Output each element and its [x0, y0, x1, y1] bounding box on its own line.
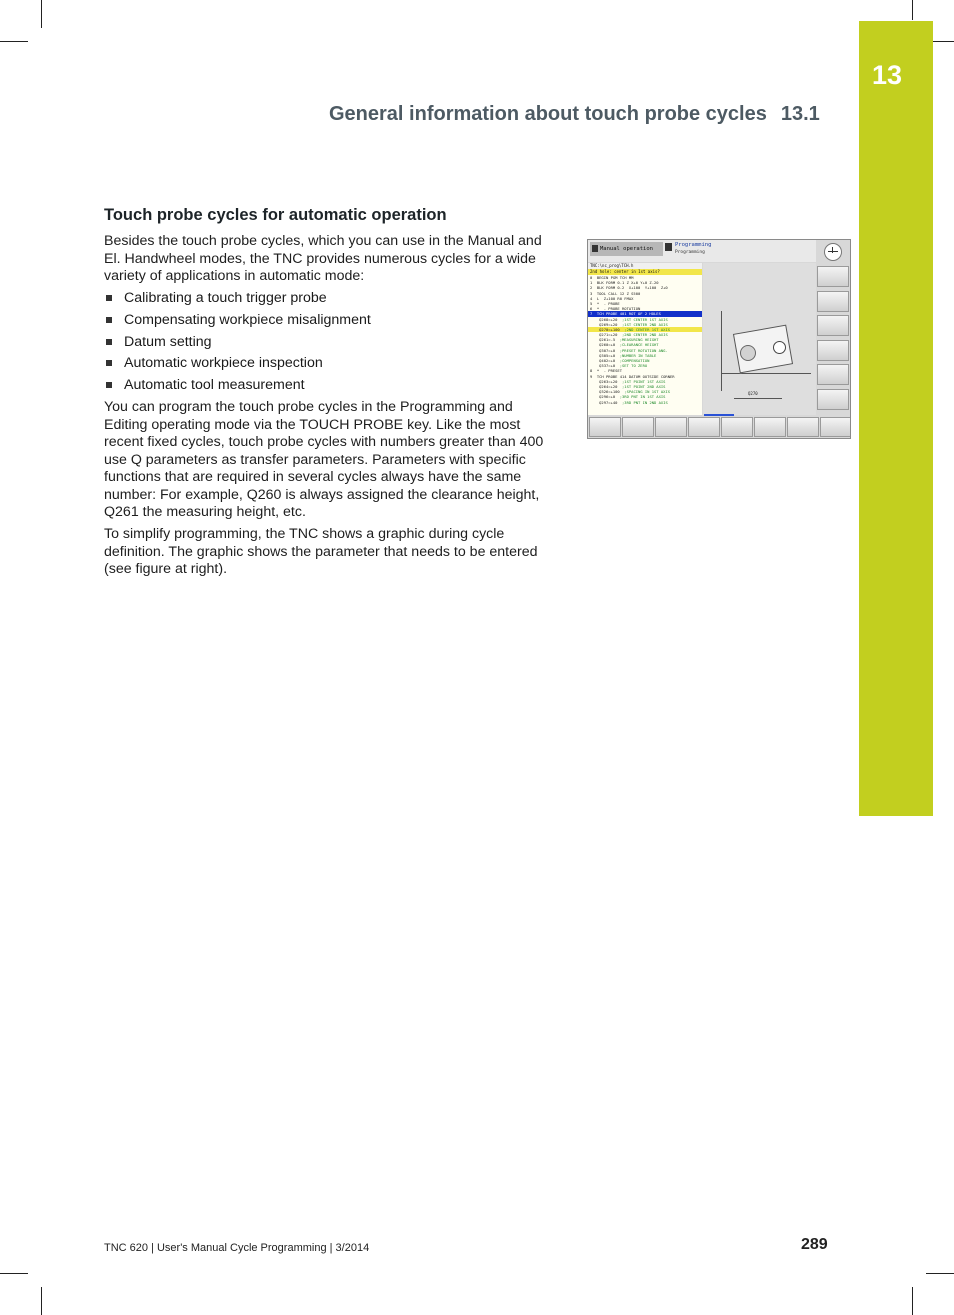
- code-text: 7 TCH PROBE 401 ROT OF 2 HOLES: [590, 311, 661, 317]
- dimension-line: [734, 398, 782, 399]
- bullet-icon: [106, 295, 112, 301]
- bullet-list: [104, 290, 371, 399]
- code-lines: [588, 275, 702, 405]
- code-text: Q268=+20: [590, 316, 618, 322]
- list-item: [104, 290, 371, 312]
- code-comment: ;1ST CENTER 2ND AXIS: [622, 321, 668, 327]
- code-text: Q326=+100: [590, 389, 620, 395]
- code-comment: ;CLEARANCE HEIGHT: [619, 342, 659, 348]
- crop-mark: [41, 0, 42, 28]
- code-text: 9 TCH PROBE 414 DATUM OUTSIDE CORNER: [590, 373, 675, 379]
- crop-mark: [912, 0, 913, 20]
- code-comment: ;3RD PNT IN 1ST AXIS: [619, 394, 666, 400]
- bullet-icon: [106, 339, 112, 345]
- softkey[interactable]: [655, 417, 687, 437]
- code-text: Q270=+100: [590, 326, 620, 332]
- code-text: Q271=+20: [590, 332, 618, 338]
- code-text: Q264=+20: [590, 383, 618, 389]
- bullet-icon: [106, 382, 112, 388]
- code-comment: ;SPACING IN 1ST AXIS: [624, 389, 671, 395]
- code-text: 6 * - PROBE ROTATION: [590, 306, 641, 312]
- code-text: 1 BLK FORM 0.1 Z X+0 Y+0 Z-20: [590, 280, 659, 286]
- code-line: [588, 400, 702, 405]
- progress-bar: [704, 414, 734, 416]
- list-item: [104, 377, 371, 399]
- softkey[interactable]: [754, 417, 786, 437]
- code-comment: ;3RD PNT IN 2ND AXIS: [622, 399, 668, 405]
- code-comment: ;PRESET ROTATION ANG.: [619, 347, 668, 353]
- clock-icon: [824, 243, 842, 261]
- code-comment: ;2ND CENTER 1ST AXIS: [624, 326, 671, 332]
- code-comment: ;MEASURING HEIGHT: [619, 337, 659, 343]
- crop-mark: [0, 1273, 28, 1274]
- x-axis: [721, 373, 811, 374]
- code-text: Q263=+20: [590, 378, 618, 384]
- code-text: 8 * - PRESET: [590, 368, 623, 374]
- header-title: General information about touch probe cycles: [329, 103, 767, 125]
- code-comment: ;2ND CENTER 2ND AXIS: [622, 332, 668, 338]
- mode-manual-operation: [590, 242, 663, 256]
- softkey[interactable]: [817, 315, 849, 336]
- dimension-label: Q270: [748, 391, 758, 396]
- bullet-icon: [106, 317, 112, 323]
- tnc-screen-figure: [587, 239, 851, 439]
- softkey[interactable]: [721, 417, 753, 437]
- code-text: Q297=+40: [590, 399, 618, 405]
- list-item: [104, 312, 371, 334]
- code-text: 3 TOOL CALL 12 Z S500: [590, 290, 641, 296]
- code-comment: ;COMPENSATION: [619, 358, 650, 363]
- softkey[interactable]: [817, 291, 849, 312]
- horizontal-softkeys: [588, 417, 851, 439]
- mode-programming: [665, 242, 711, 256]
- softkey[interactable]: [688, 417, 720, 437]
- code-text: Q296=+0: [590, 394, 616, 400]
- mode-bar: [588, 240, 816, 262]
- bullet-icon: [106, 360, 112, 366]
- code-text: Q402=+0: [590, 358, 616, 363]
- list-item: [104, 355, 371, 377]
- running-header: [329, 103, 820, 126]
- vertical-softkeys: [817, 266, 851, 413]
- hole-2: [773, 341, 786, 354]
- crop-mark: [926, 1273, 954, 1274]
- code-text: 4 L Z+100 R0 FMAX: [590, 295, 634, 301]
- hole-1: [740, 345, 756, 361]
- bullet-text: Compensating workpiece misalignment: [124, 311, 371, 328]
- code-comment: ;1ST CENTER 1ST AXIS: [622, 316, 668, 322]
- softkey[interactable]: [622, 417, 654, 437]
- softkey[interactable]: [787, 417, 819, 437]
- footer-text: TNC 620 | User's Manual Cycle Programming | 3/2014: [104, 1242, 370, 1254]
- crop-mark: [912, 1287, 913, 1315]
- mode-sublabel: Programming: [675, 250, 705, 255]
- code-text: Q260=+0: [590, 342, 616, 348]
- softkey[interactable]: [820, 417, 851, 437]
- input-prompt: 2nd hole: center in 1st axis?: [588, 269, 702, 275]
- bullet-text: Automatic workpiece inspection: [124, 355, 323, 372]
- help-graphic: [703, 263, 816, 415]
- softkey[interactable]: [817, 340, 849, 361]
- code-comment: ;SET TO ZERO: [619, 363, 648, 369]
- crop-mark: [0, 41, 28, 42]
- code-text: Q261=-5: [590, 337, 616, 343]
- softkey[interactable]: [817, 266, 849, 287]
- code-comment: ;NUMBER IN TABLE: [619, 352, 657, 358]
- program-editor: [588, 263, 702, 415]
- body-paragraph: You can program the touch probe cycles in the Programming and Editing operating mode via the TOUCH PROBE key. Like the most recent fixed cycles, touch probe cycles with numbers greater than 400 use Q parameters as transfer parameters. Parameters with specific functions that are required in several cycles always have the same number: For example, Q260 is always assigned the clearance height, Q261 the measuring height, etc.: [104, 399, 544, 520]
- chapter-number: 13: [872, 60, 903, 90]
- program-icon: [665, 243, 672, 251]
- code-text: 0 BEGIN PGM TCH MM: [590, 275, 634, 280]
- bullet-text: Calibrating a touch trigger probe: [124, 290, 327, 306]
- body-paragraph: To simplify programming, the TNC shows a graphic during cycle definition. The graphic shows the parameter that needs to be entered (see figure at right).: [104, 526, 538, 577]
- code-text: Q337=+0: [590, 363, 616, 369]
- softkey[interactable]: [817, 364, 849, 385]
- intro-paragraph: Besides the touch probe cycles, which you can use in the Manual and El. Handwheel modes, the TNC provides numerous cycles for a wide variety of applications in automatic mode:: [104, 233, 542, 284]
- program-path: TNC:\nc_prog\TCH.h: [588, 263, 702, 269]
- code-comment: ;1ST POINT 1ST AXIS: [622, 378, 666, 384]
- code-text: Q305=+0: [590, 352, 616, 358]
- section-heading: Touch probe cycles for automatic operation: [104, 206, 447, 224]
- bullet-text: Automatic tool measurement: [124, 377, 305, 394]
- code-comment: ;1ST POINT 2ND AXIS: [622, 383, 666, 389]
- code-text: Q307=+0: [590, 347, 616, 353]
- mode-label: Manual operation: [600, 246, 653, 252]
- crop-mark: [41, 1287, 42, 1315]
- softkey[interactable]: [817, 389, 849, 410]
- code-text: 2 BLK FORM 0.2 X+100 Y+100 Z+0: [590, 285, 668, 291]
- softkey[interactable]: [589, 417, 621, 437]
- code-text: 5 * - PROBE: [590, 300, 620, 306]
- page-number: 289: [801, 1236, 828, 1253]
- header-section-number: 13.1: [780, 103, 820, 125]
- chapter-tab: [859, 21, 933, 816]
- y-axis: [721, 311, 722, 391]
- bullet-text: Datum setting: [124, 333, 212, 350]
- hand-icon: [592, 245, 598, 252]
- mode-label: Programming: [675, 242, 712, 248]
- list-item: [104, 334, 371, 356]
- code-text: Q269=+20: [590, 321, 618, 327]
